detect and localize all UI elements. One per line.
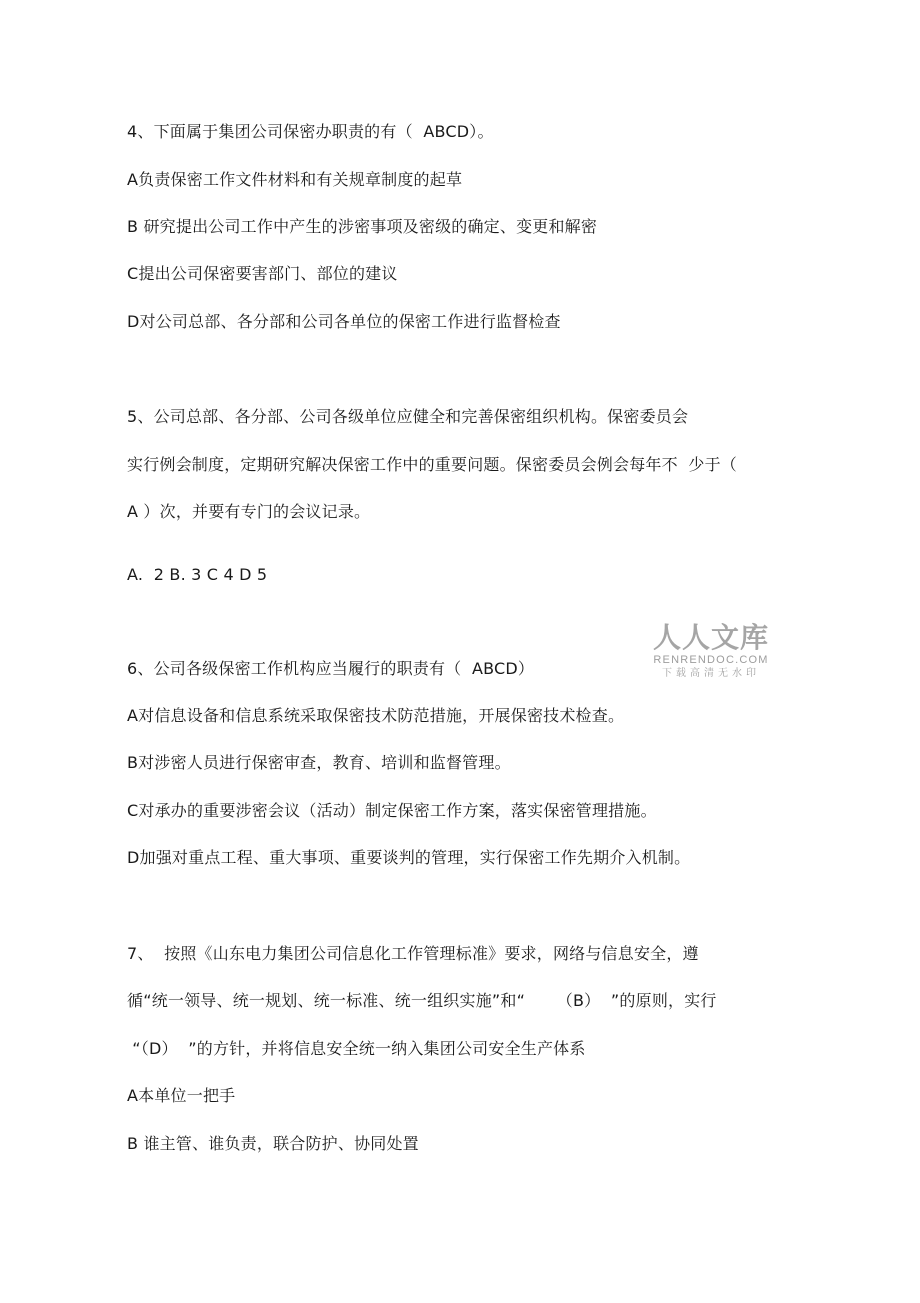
- q7-question-line-3: “（D） ”的方针，并将信息安全统一纳入集团公司安全生产体系: [127, 1039, 586, 1058]
- q4-option-b: B 研究提出公司工作中产生的涉密事项及密级的确定、变更和解密: [127, 217, 598, 236]
- q7-option-b: B 谁主管、谁负责，联合防护、协同处置: [127, 1134, 419, 1153]
- q6-option-a: A对信息设备和信息系统采取保密技术防范措施，开展保密技术检查。: [127, 706, 625, 725]
- watermark-tagline: 下载高清无水印: [662, 668, 760, 679]
- q5-question-line-2: 实行例会制度，定期研究解决保密工作中的重要问题。保密委员会例会每年不 少于（: [127, 455, 737, 474]
- q6-question: 6、公司各级保密工作机构应当履行的职责有（ ABCD）: [127, 659, 535, 678]
- q5-question-line-1: 5、公司总部、各分部、公司各级单位应健全和完善保密组织机构。保密委员会: [127, 407, 689, 426]
- q6-option-b: B对涉密人员进行保密审查，教育、培训和监督管理。: [127, 753, 511, 772]
- q5-question-line-3: A ）次，并要有专门的会议记录。: [127, 502, 371, 521]
- q7-option-a: A本单位一把手: [127, 1086, 236, 1105]
- q6-option-d: D加强对重点工程、重大事项、重要谈判的管理，实行保密工作先期介入机制。: [127, 848, 691, 867]
- q4-option-c: C提出公司保密要害部门、部位的建议: [127, 264, 398, 283]
- watermark-domain: RENRENDOC.COM: [653, 654, 769, 666]
- q7-question-line-1: 7、 按照《山东电力集团公司信息化工作管理标准》要求，网络与信息安全，遵: [127, 944, 699, 963]
- watermark-logo: [648, 622, 774, 680]
- watermark-title: 人人文库: [652, 621, 769, 654]
- q7-question-line-2: 循“统一领导、统一规划、统一标准、统一组织实施”和“ （B） ”的原则，实行: [127, 991, 717, 1010]
- q4-question: 4、下面属于集团公司保密办职责的有（ ABCD）。: [127, 122, 494, 141]
- q5-options: A. 2 B. 3 C 4 D 5: [127, 565, 268, 584]
- q6-option-c: C对承办的重要涉密会议（活动）制定保密工作方案，落实保密管理措施。: [127, 801, 657, 820]
- q4-option-a: A负责保密工作文件材料和有关规章制度的起草: [127, 170, 463, 189]
- q4-option-d: D对公司总部、各分部和公司各单位的保密工作进行监督检查: [127, 312, 561, 331]
